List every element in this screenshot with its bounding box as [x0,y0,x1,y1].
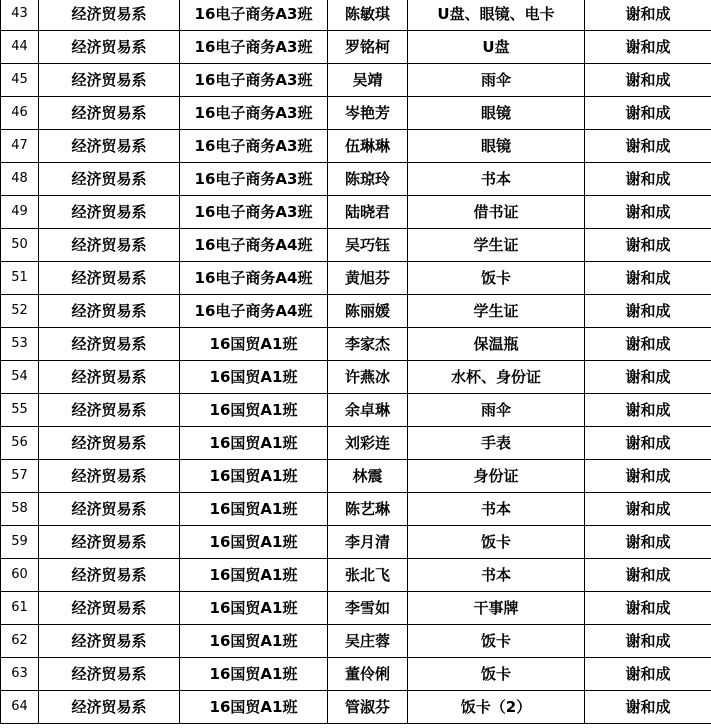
student-name-cell: 伍琳琳 [328,130,408,163]
department-cell: 经济贸易系 [39,592,180,625]
table-row [1,493,711,526]
row-number-cell: 50 [1,229,39,262]
handler-cell: 谢和成 [585,361,711,394]
handler-cell: 谢和成 [585,691,711,724]
lost-item-cell: 雨伞 [408,394,585,427]
department-cell: 经济贸易系 [39,460,180,493]
table-row [1,130,711,163]
table-row [1,262,711,295]
student-name-cell: 刘彩连 [328,427,408,460]
class-cell: 16电子商务A3班 [180,31,328,64]
student-name-cell: 黄旭芬 [328,262,408,295]
student-name-cell: 岑艳芳 [328,97,408,130]
table-row [1,394,711,427]
department-cell: 经济贸易系 [39,97,180,130]
row-number-cell: 63 [1,658,39,691]
lost-item-cell: 眼镜 [408,97,585,130]
handler-cell: 谢和成 [585,64,711,97]
lost-item-cell: 饭卡 [408,262,585,295]
lost-item-cell: 手表 [408,427,585,460]
table-row [1,97,711,130]
lost-item-cell: 学生证 [408,229,585,262]
row-number-cell: 46 [1,97,39,130]
class-cell: 16国贸A1班 [180,328,328,361]
handler-cell: 谢和成 [585,262,711,295]
class-cell: 16国贸A1班 [180,691,328,724]
row-number-cell: 52 [1,295,39,328]
department-cell: 经济贸易系 [39,559,180,592]
class-cell: 16电子商务A4班 [180,295,328,328]
lost-item-cell: 饭卡 [408,526,585,559]
department-cell: 经济贸易系 [39,295,180,328]
student-name-cell: 吴靖 [328,64,408,97]
student-name-cell: 董伶俐 [328,658,408,691]
student-name-cell: 林震 [328,460,408,493]
lost-item-cell: 水杯、身份证 [408,361,585,394]
lost-item-cell: 书本 [408,163,585,196]
student-name-cell: 张北飞 [328,559,408,592]
department-cell: 经济贸易系 [39,427,180,460]
department-cell: 经济贸易系 [39,31,180,64]
class-cell: 16电子商务A3班 [180,196,328,229]
table-row [1,163,711,196]
lost-item-cell: 干事牌 [408,592,585,625]
table-row [1,559,711,592]
row-number-cell: 49 [1,196,39,229]
table-body [1,0,711,724]
lost-item-cell: U盘、眼镜、电卡 [408,0,585,31]
handler-cell: 谢和成 [585,394,711,427]
class-cell: 16国贸A1班 [180,559,328,592]
department-cell: 经济贸易系 [39,163,180,196]
handler-cell: 谢和成 [585,559,711,592]
handler-cell: 谢和成 [585,0,711,31]
table-row [1,460,711,493]
table-row [1,31,711,64]
department-cell: 经济贸易系 [39,196,180,229]
student-name-cell: 许燕冰 [328,361,408,394]
row-number-cell: 56 [1,427,39,460]
department-cell: 经济贸易系 [39,130,180,163]
handler-cell: 谢和成 [585,229,711,262]
table-row [1,691,711,724]
table-row [1,427,711,460]
student-name-cell: 陆晓君 [328,196,408,229]
student-name-cell: 陈丽媛 [328,295,408,328]
student-name-cell: 罗铭柯 [328,31,408,64]
lost-item-cell: 书本 [408,559,585,592]
class-cell: 16国贸A1班 [180,460,328,493]
class-cell: 16电子商务A4班 [180,262,328,295]
lost-item-cell: 饭卡（2） [408,691,585,724]
student-name-cell: 管淑芬 [328,691,408,724]
department-cell: 经济贸易系 [39,493,180,526]
department-cell: 经济贸易系 [39,64,180,97]
row-number-cell: 43 [1,0,39,31]
class-cell: 16国贸A1班 [180,658,328,691]
handler-cell: 谢和成 [585,196,711,229]
lost-item-cell: 书本 [408,493,585,526]
student-name-cell: 陈艺琳 [328,493,408,526]
handler-cell: 谢和成 [585,493,711,526]
handler-cell: 谢和成 [585,31,711,64]
row-number-cell: 57 [1,460,39,493]
class-cell: 16电子商务A3班 [180,64,328,97]
handler-cell: 谢和成 [585,130,711,163]
department-cell: 经济贸易系 [39,0,180,31]
class-cell: 16电子商务A4班 [180,229,328,262]
department-cell: 经济贸易系 [39,658,180,691]
row-number-cell: 59 [1,526,39,559]
lost-item-cell: 保温瓶 [408,328,585,361]
class-cell: 16国贸A1班 [180,625,328,658]
row-number-cell: 61 [1,592,39,625]
table-row [1,658,711,691]
row-number-cell: 44 [1,31,39,64]
class-cell: 16国贸A1班 [180,526,328,559]
class-cell: 16电子商务A3班 [180,130,328,163]
row-number-cell: 45 [1,64,39,97]
handler-cell: 谢和成 [585,427,711,460]
student-name-cell: 陈琼玲 [328,163,408,196]
row-number-cell: 53 [1,328,39,361]
table-row [1,196,711,229]
table-row [1,625,711,658]
lost-item-cell: U盘 [408,31,585,64]
lost-item-cell: 饭卡 [408,658,585,691]
row-number-cell: 54 [1,361,39,394]
student-name-cell: 李月清 [328,526,408,559]
department-cell: 经济贸易系 [39,361,180,394]
handler-cell: 谢和成 [585,163,711,196]
student-name-cell: 余卓琳 [328,394,408,427]
student-name-cell: 吴庄蓉 [328,625,408,658]
handler-cell: 谢和成 [585,592,711,625]
department-cell: 经济贸易系 [39,328,180,361]
class-cell: 16电子商务A3班 [180,97,328,130]
lost-item-cell: 借书证 [408,196,585,229]
class-cell: 16国贸A1班 [180,592,328,625]
department-cell: 经济贸易系 [39,526,180,559]
table-row [1,229,711,262]
lost-item-cell: 饭卡 [408,625,585,658]
row-number-cell: 48 [1,163,39,196]
class-cell: 16国贸A1班 [180,394,328,427]
table-row [1,0,711,31]
handler-cell: 谢和成 [585,97,711,130]
department-cell: 经济贸易系 [39,229,180,262]
student-name-cell: 李家杰 [328,328,408,361]
row-number-cell: 64 [1,691,39,724]
row-number-cell: 60 [1,559,39,592]
handler-cell: 谢和成 [585,460,711,493]
row-number-cell: 62 [1,625,39,658]
lost-item-cell: 学生证 [408,295,585,328]
department-cell: 经济贸易系 [39,262,180,295]
handler-cell: 谢和成 [585,526,711,559]
row-number-cell: 55 [1,394,39,427]
student-name-cell: 陈敏琪 [328,0,408,31]
class-cell: 16国贸A1班 [180,361,328,394]
class-cell: 16国贸A1班 [180,493,328,526]
handler-cell: 谢和成 [585,625,711,658]
row-number-cell: 51 [1,262,39,295]
row-number-cell: 58 [1,493,39,526]
table-row [1,526,711,559]
handler-cell: 谢和成 [585,328,711,361]
lost-item-cell: 身份证 [408,460,585,493]
handler-cell: 谢和成 [585,658,711,691]
handler-cell: 谢和成 [585,295,711,328]
lost-item-cell: 眼镜 [408,130,585,163]
table-row [1,328,711,361]
table-row [1,361,711,394]
table-row [1,64,711,97]
lost-item-cell: 雨伞 [408,64,585,97]
row-number-cell: 47 [1,130,39,163]
student-name-cell: 李雪如 [328,592,408,625]
class-cell: 16国贸A1班 [180,427,328,460]
student-name-cell: 吴巧钰 [328,229,408,262]
table-row [1,592,711,625]
department-cell: 经济贸易系 [39,394,180,427]
class-cell: 16电子商务A3班 [180,0,328,31]
table-row [1,295,711,328]
department-cell: 经济贸易系 [39,691,180,724]
department-cell: 经济贸易系 [39,625,180,658]
class-cell: 16电子商务A3班 [180,163,328,196]
